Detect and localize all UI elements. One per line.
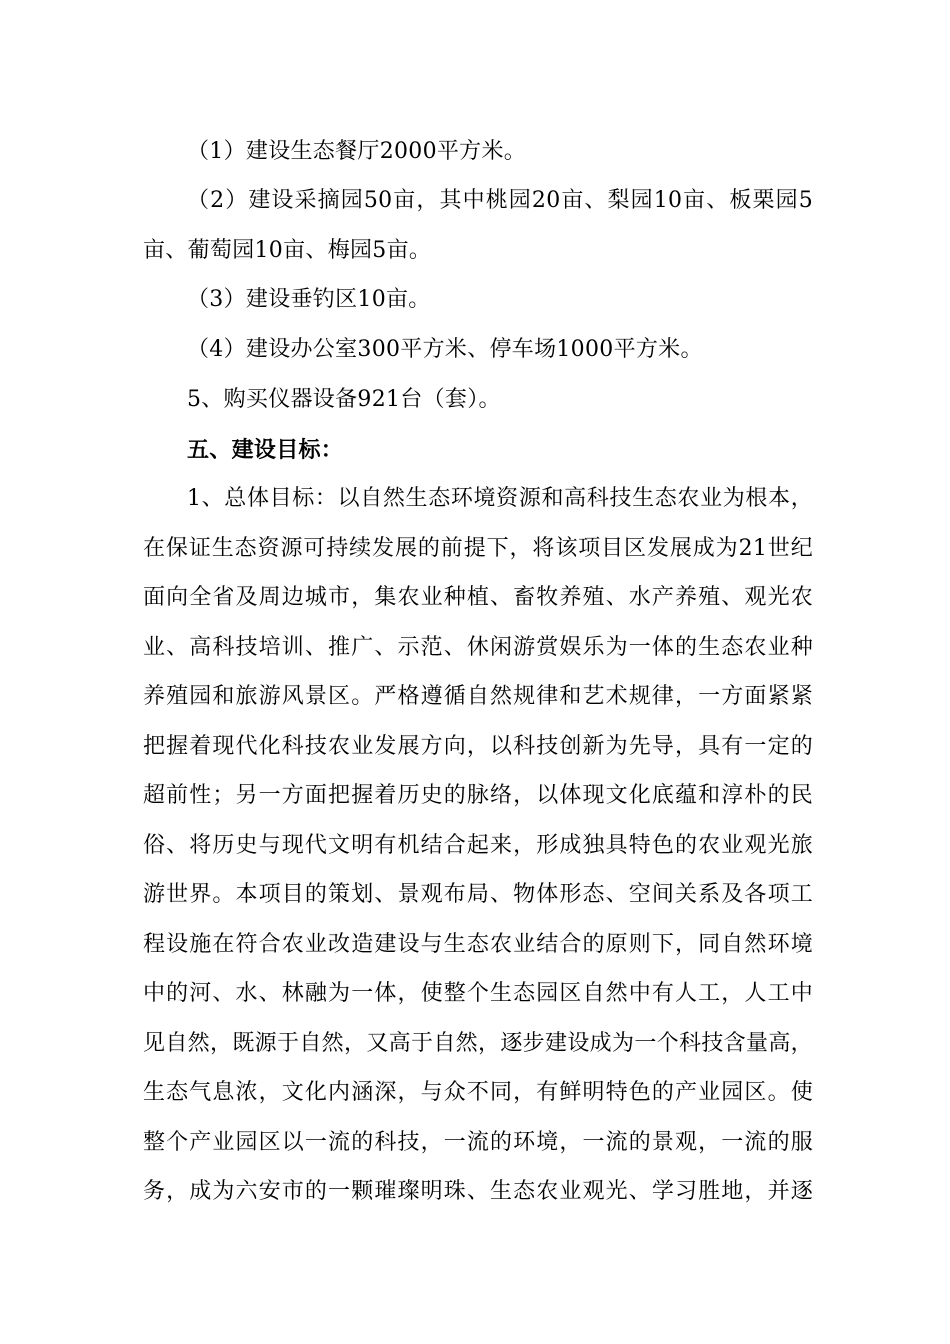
paragraph-line: 俗、将历史与现代文明有机结合起来，形成独具特色的农业观光旅 <box>143 833 813 858</box>
paragraph-line: 把握着现代化科技农业发展方向，以科技创新为先导，具有一定的 <box>143 734 813 759</box>
paragraph-line: 在保证生态资源可持续发展的前提下，将该项目区发展成为21世纪 <box>143 536 813 561</box>
paragraph-line: 见自然，既源于自然，又高于自然，逐步建设成为一个科技含量高， <box>143 1031 813 1056</box>
list-item-2-line-2: 亩、葡萄园10亩、梅园5亩。 <box>143 238 432 263</box>
paragraph-line: 面向全省及周边城市，集农业种植、畜牧养殖、水产养殖、观光农 <box>143 585 813 610</box>
list-item-4: （4）建设办公室300平方米、停车场1000平方米。 <box>187 337 703 362</box>
list-item-3: （3）建设垂钓区10亩。 <box>187 287 431 312</box>
paragraph-line: 养殖园和旅游风景区。严格遵循自然规律和艺术规律，一方面紧紧 <box>143 684 813 709</box>
paragraph-line: 业、高科技培训、推广、示范、休闲游赏娱乐为一体的生态农业种 <box>143 635 813 660</box>
paragraph-line: 游世界。本项目的策划、景观布局、物体形态、空间关系及各项工 <box>143 882 813 907</box>
paragraph-line: 生态气息浓，文化内涵深，与众不同，有鲜明特色的产业园区。使 <box>143 1080 813 1105</box>
paragraph-line: 中的河、水、林融为一体，使整个生态园区自然中有人工，人工中 <box>143 981 813 1006</box>
list-item-5: 5、购买仪器设备921台（套）。 <box>187 387 501 412</box>
section-heading: 五、建设目标： <box>187 437 344 463</box>
paragraph-line: 整个产业园区以一流的科技，一流的环境，一流的景观，一流的服 <box>143 1130 813 1155</box>
list-item-2-line-1: （2）建设采摘园50亩，其中桃园20亩、梨园10亩、板栗园5 <box>187 188 813 213</box>
paragraph-line: 超前性；另一方面把握着历史的脉络，以体现文化底蕴和淳朴的民 <box>143 783 813 808</box>
list-item-1: （1）建设生态餐厅2000平方米。 <box>187 139 527 164</box>
paragraph-line: 1、总体目标：以自然生态环境资源和高科技生态农业为根本， <box>187 486 813 511</box>
paragraph-line: 务，成为六安市的一颗璀璨明珠、生态农业观光、学习胜地，并逐 <box>143 1179 813 1204</box>
paragraph-line: 程设施在符合农业改造建设与生态农业结合的原则下，同自然环境 <box>143 932 813 957</box>
